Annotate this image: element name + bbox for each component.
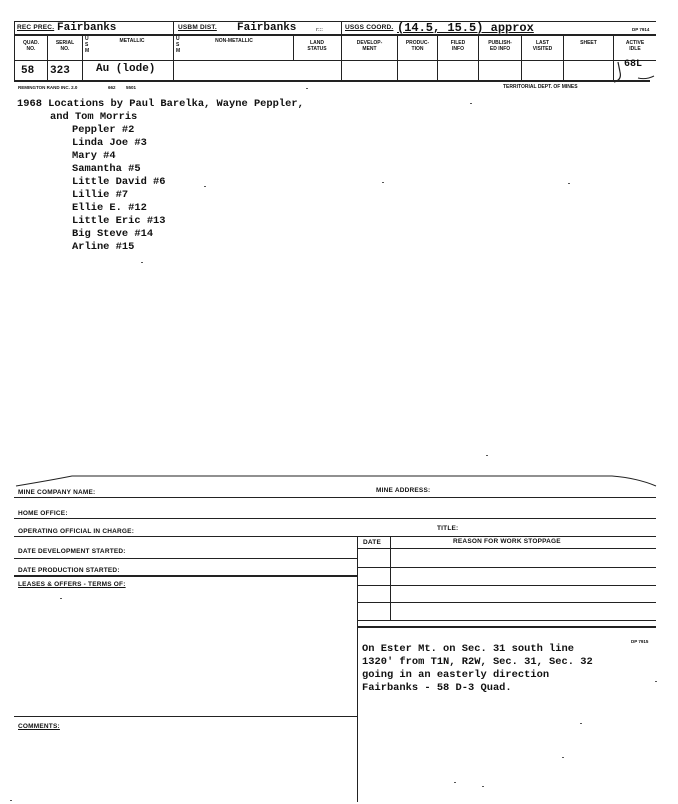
- scan-speck: [204, 186, 206, 187]
- table-rule: [357, 602, 656, 603]
- active-idle-hand-mark: [608, 58, 656, 86]
- metallic-value: Au (lode): [96, 63, 156, 75]
- mine-address-label: MINE ADDRESS:: [376, 487, 431, 494]
- scan-speck: [10, 800, 12, 801]
- usbm-mark: r:::: [316, 27, 323, 33]
- col-land-status: LAND STATUS: [307, 40, 327, 52]
- col-development: DEVELOP- MENT: [356, 40, 383, 52]
- col-quad-no: QUAD. NO.: [22, 40, 40, 52]
- scan-speck: [60, 598, 62, 599]
- scan-speck: [141, 262, 143, 263]
- reason-column-label: REASON FOR WORK STOPPAGE: [453, 538, 561, 545]
- header-rule-3: [14, 60, 656, 61]
- date-development-started-label: DATE DEVELOPMENT STARTED:: [18, 548, 126, 555]
- scan-speck: [470, 103, 472, 104]
- col-active-idle: ACTIVE IDLE: [625, 40, 645, 52]
- scan-speck: [306, 88, 308, 89]
- location-line: Fairbanks - 58 D-3 Quad.: [362, 682, 512, 694]
- printer-note: REMINGTON RAND INC. 2.0: [18, 85, 78, 90]
- claim-line: Arline #15: [72, 241, 135, 253]
- col-last-visited: LAST VISITED: [532, 40, 553, 52]
- title-label: TITLE:: [437, 525, 459, 532]
- scan-speck: [568, 183, 570, 184]
- active-idle-value: 68L: [624, 59, 643, 70]
- form-top-curve: [12, 470, 660, 490]
- claim-line: Little Eric #13: [72, 215, 166, 227]
- mine-company-name-label: MINE COMPANY NAME:: [18, 489, 96, 496]
- table-rule: [357, 585, 656, 586]
- form-rule: [14, 536, 656, 537]
- scan-speck: [580, 723, 582, 724]
- table-bottom-rule: [357, 626, 656, 628]
- col-metallic: METALLIC: [119, 38, 145, 44]
- col-production: PRODUC- TION: [405, 40, 430, 52]
- form-number-top: DP 7914: [632, 27, 650, 32]
- table-rule: [357, 620, 656, 621]
- leases-offers-label: LEASES & OFFERS - TERMS OF:: [18, 581, 126, 588]
- territorial-dept: TERRITORIAL DEPT. OF MINES: [503, 84, 578, 90]
- form-rule: [14, 716, 357, 717]
- scan-speck: [454, 782, 456, 783]
- claim-line: Little David #6: [72, 176, 166, 188]
- usgs-coord-value: (14.5, 15.5) approx: [397, 21, 534, 35]
- form-rule: [14, 497, 656, 498]
- rec-prec-value: Fairbanks: [57, 22, 117, 34]
- claim-line: Mary #4: [72, 150, 116, 162]
- form-center-divider: [357, 536, 358, 802]
- col-nonmetallic: NON-METALLIC: [215, 38, 253, 44]
- col-usm-nonmetallic: U S M: [176, 36, 181, 54]
- printer-number-1: 662: [108, 85, 116, 90]
- quad-value: 58: [21, 65, 35, 77]
- col-sheet: SHEET: [580, 40, 597, 46]
- table-rule: [357, 567, 656, 568]
- col-serial-no: SERIAL NO.: [55, 40, 75, 52]
- claim-line: Peppler #2: [72, 124, 135, 136]
- scan-speck: [486, 455, 488, 456]
- col-filed-info: FILED INFO: [450, 40, 466, 52]
- form-rule: [14, 558, 357, 559]
- form-rule: [14, 575, 357, 577]
- header-vrule: [173, 21, 174, 80]
- claim-line: Big Steve #14: [72, 228, 154, 240]
- header-bottom-rule: [14, 80, 650, 82]
- body-line: 1968 Locations by Paul Barelka, Wayne Peppler,: [17, 98, 304, 110]
- claim-line: Lillie #7: [72, 189, 129, 201]
- form-rule: [14, 518, 656, 519]
- scan-speck: [482, 786, 484, 787]
- serial-value: 323: [50, 65, 70, 77]
- form-number-bottom: DP 7915: [631, 639, 649, 644]
- operating-official-label: OPERATING OFFICIAL IN CHARGE:: [18, 528, 135, 535]
- claim-line: Linda Joe #3: [72, 137, 147, 149]
- col-published-info: PUBLISH- ED INFO: [488, 40, 512, 52]
- col-usm-metallic: U S M: [85, 36, 90, 54]
- table-rule: [357, 548, 656, 549]
- body-line: and Tom Morris: [50, 111, 138, 123]
- header-vrule: [82, 34, 83, 80]
- claim-line: Samantha #5: [72, 163, 141, 175]
- home-office-label: HOME OFFICE:: [18, 510, 68, 517]
- usbm-dist-value: Fairbanks: [237, 22, 297, 34]
- location-line: 1320' from T1N, R2W, Sec. 31, Sec. 32: [362, 656, 593, 668]
- usgs-coord-label: USGS COORD.: [345, 24, 394, 31]
- comments-label: COMMENTS:: [18, 723, 60, 730]
- scan-speck: [382, 182, 384, 183]
- header-rule-2: [14, 34, 656, 36]
- rec-prec-label: REC PREC.: [17, 24, 55, 31]
- date-column-label: DATE: [363, 539, 382, 546]
- scan-speck: [562, 757, 564, 758]
- location-line: going in an easterly direction: [362, 669, 550, 681]
- printer-number-2: 5501: [126, 85, 137, 90]
- claim-line: Ellie E. #12: [72, 202, 147, 214]
- location-line: On Ester Mt. on Sec. 31 south line: [362, 643, 575, 655]
- usbm-dist-label: USBM DIST.: [178, 24, 217, 31]
- date-production-started-label: DATE PRODUCTION STARTED:: [18, 567, 120, 574]
- scan-speck: [655, 681, 657, 682]
